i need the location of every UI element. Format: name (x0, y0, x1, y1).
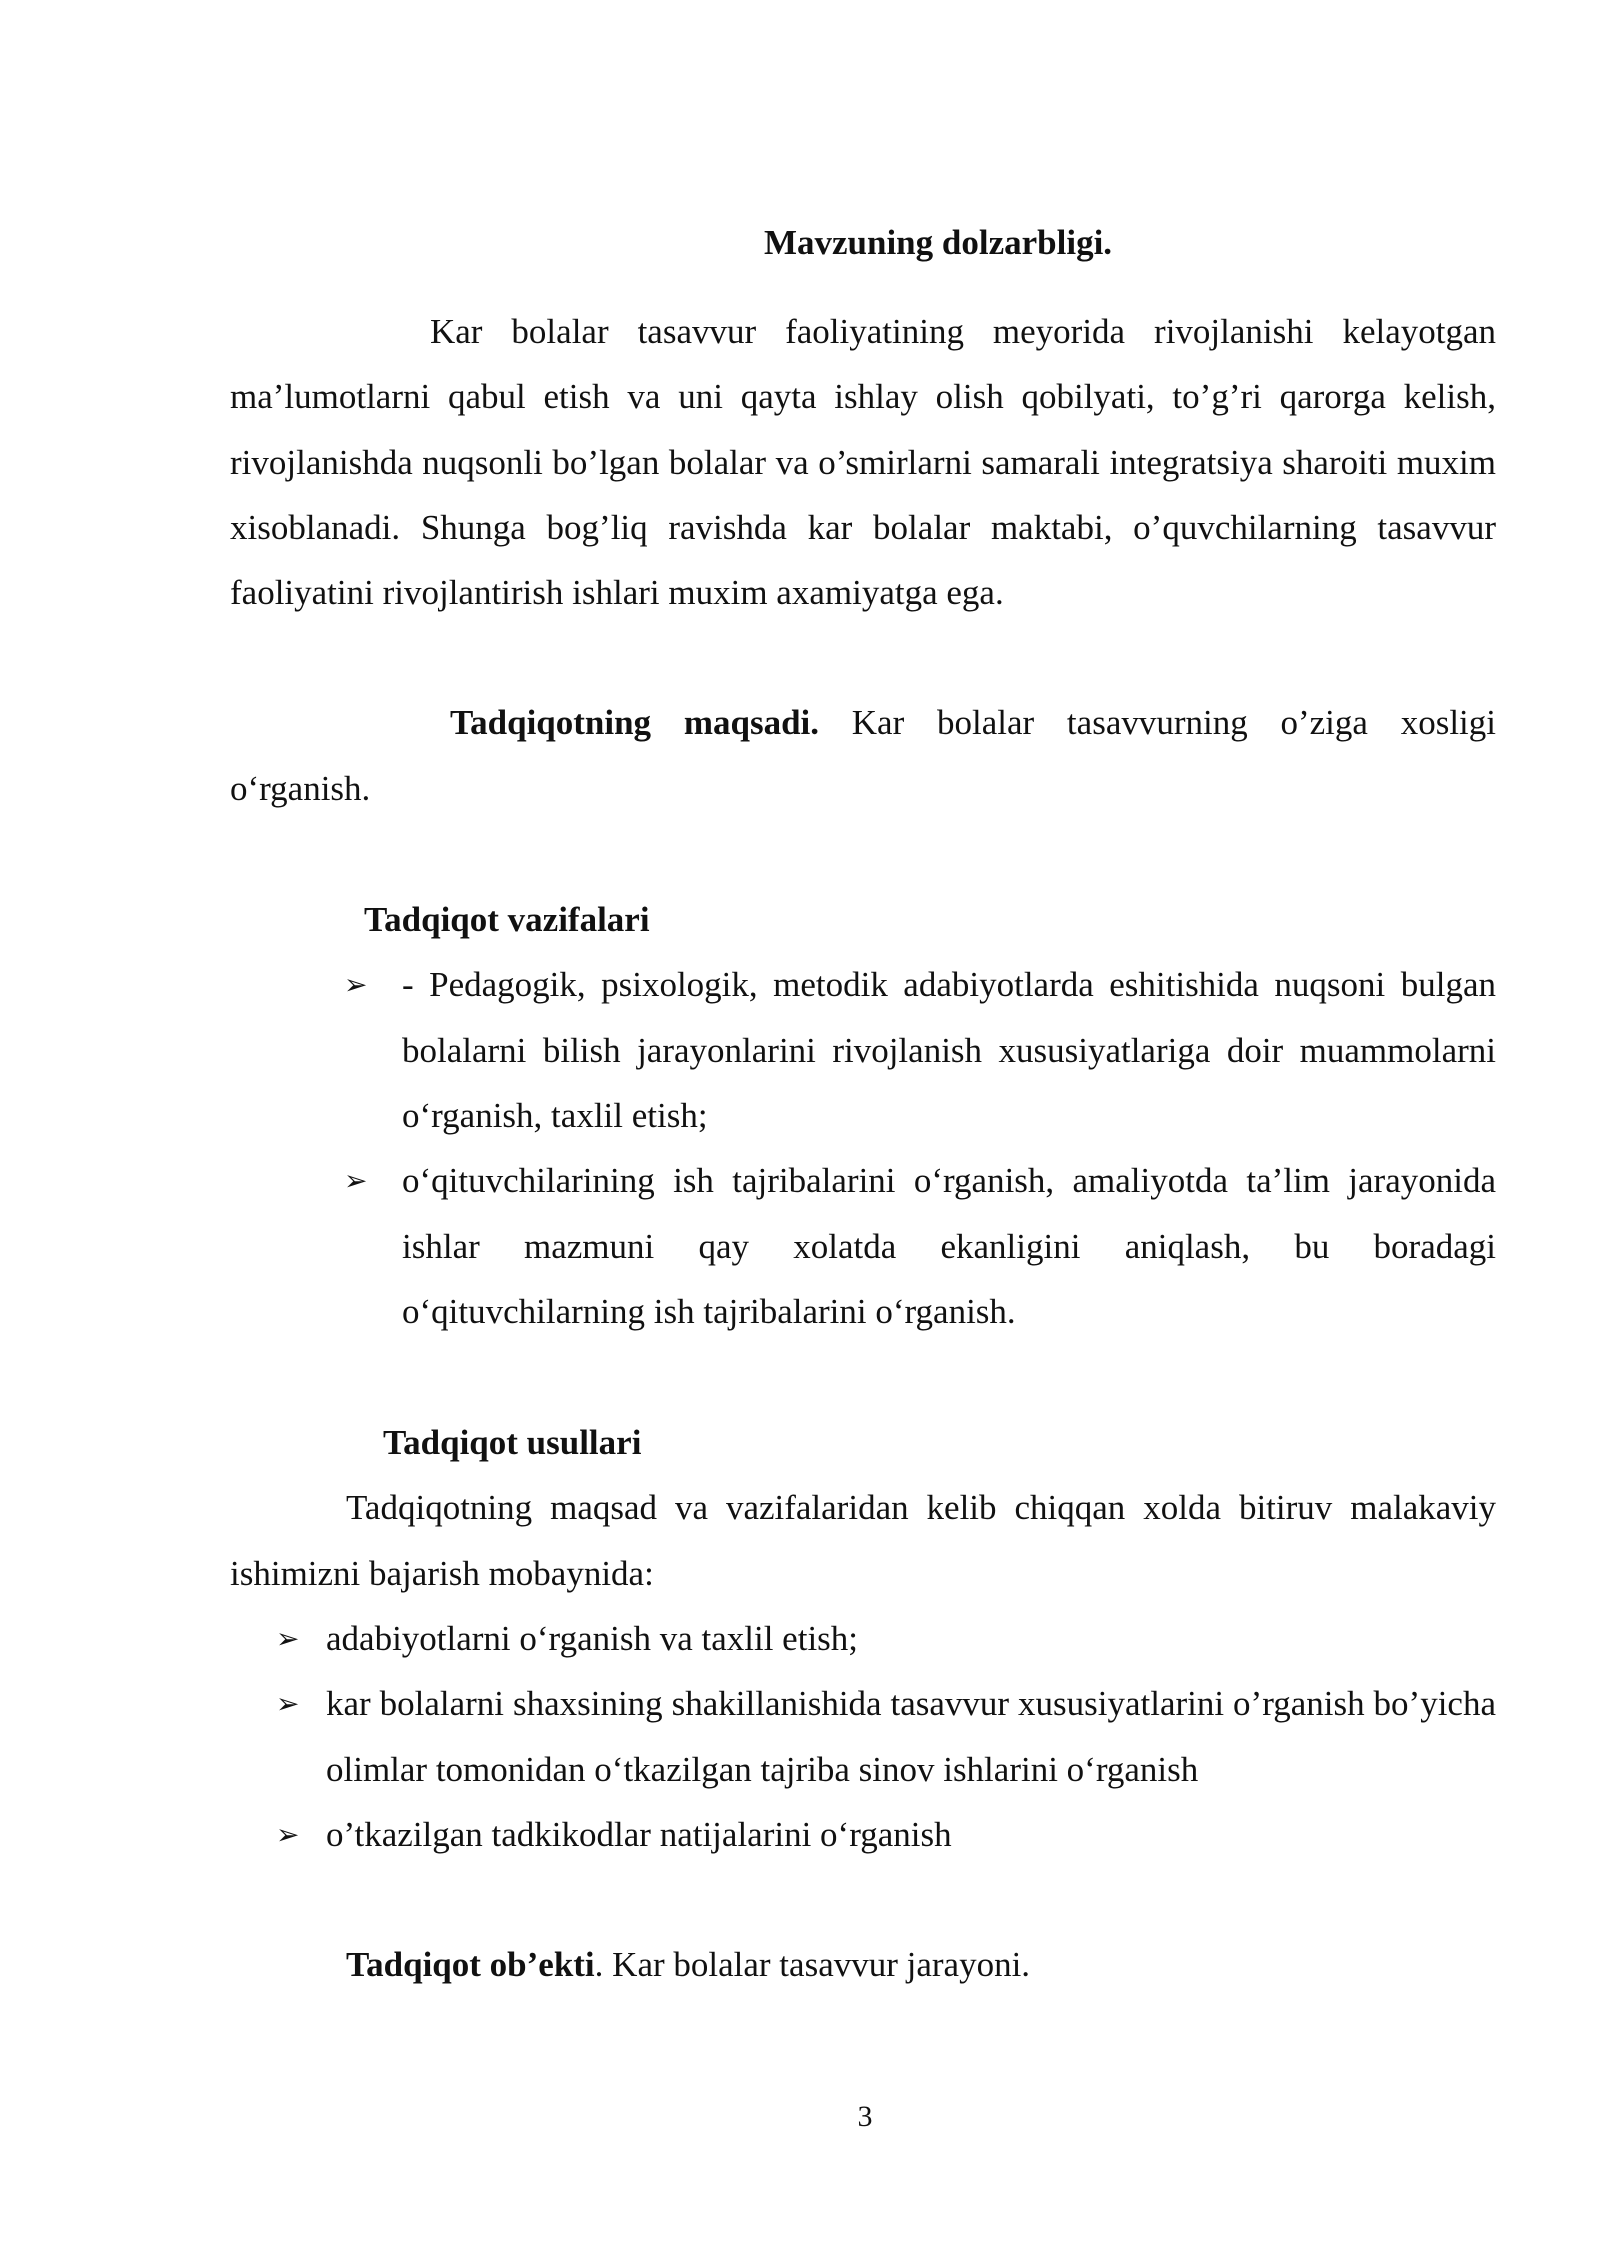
purpose-text: Kar bolalar tasavvurning o’ziga xosligi o‘rganish. (230, 703, 1496, 808)
list-item (230, 1802, 1496, 1867)
relevance-paragraph: Kar bolalar tasavvur faoliyatining meyorida rivojlanishi kelayotgan ma’lumotlarni qabul etish va uni qayta ishlay olish qobilyati, to’g’ri qarorga kelish, rivojlanishda nuqsonli bo’lgan bolalar va o’smirlarni samarali integratsiya sharoiti muxim xisoblanadi. Shunga bog’liq ravishda kar bolalar maktabi, o’quvchilarning tasavvur faoliyatini rivojlantirish ishlari muxim axamiyatga ega. (230, 312, 1496, 613)
arrow-bullet-icon: ➢ (344, 968, 368, 1002)
object-paragraph (230, 1932, 1496, 1997)
tasks-list (230, 952, 1496, 1344)
methods-intro: Tadqiqotning maqsad va vazifalaridan kelib chiqqan xolda bitiruv malakaviy ishimizni bajarish mobaynida: (230, 1488, 1496, 1593)
list-item-text: kar bolalarni shaxsining shakillanishida tasavvur xususiyatlarini o’rganish bo’yicha olimlar tomonidan o‘tkazilgan tajriba sinov ishlarini o‘rganish (326, 1684, 1496, 1789)
purpose-paragraph (230, 690, 1496, 821)
list-item (230, 1606, 1496, 1671)
list-item-text: o’tkazilgan tadkikodlar natijalarini o‘rganish (326, 1814, 952, 1854)
arrow-bullet-icon: ➢ (276, 1817, 300, 1851)
arrow-bullet-icon: ➢ (276, 1687, 300, 1721)
tasks-heading: Tadqiqot vazifalari (364, 900, 650, 940)
page-title: Mavzuning dolzarbligi. (763, 223, 1113, 262)
methods-list (230, 1606, 1496, 1867)
list-item-text: o‘qituvchilarining ish tajribalarini o‘rganish, amaliyotda ta’lim jarayonida ishlar mazmuni qay xolatda ekanligini aniqlash, bu boradagi o‘qituvchilarning ish tajribalarini o‘rganish. (402, 1161, 1496, 1331)
list-item-text: - Pedagogik, psixologik, metodik adabiyotlarda eshitishida nuqsoni bulgan bolalarni bilish jarayonlarini rivojlanish xususiyatlariga doir muammolarni o‘rganish, taxlil etish; (402, 965, 1496, 1135)
list-item (230, 1671, 1496, 1802)
document-page (230, 215, 1496, 1998)
arrow-bullet-icon: ➢ (344, 1164, 368, 1198)
object-text: . Kar bolalar tasavvur jarayoni. (594, 1945, 1031, 1985)
list-item-text: adabiyotlarni o‘rganish va taxlil etish; (326, 1619, 859, 1659)
purpose-label: Tadqiqotning maqsadi. (450, 703, 820, 743)
page-number: 3 (857, 2100, 873, 2133)
methods-heading: Tadqiqot usullari (383, 1423, 642, 1463)
list-item (230, 1148, 1496, 1344)
arrow-bullet-icon: ➢ (276, 1622, 300, 1656)
object-label: Tadqiqot ob’ekti (346, 1945, 595, 1985)
list-item (230, 952, 1496, 1148)
